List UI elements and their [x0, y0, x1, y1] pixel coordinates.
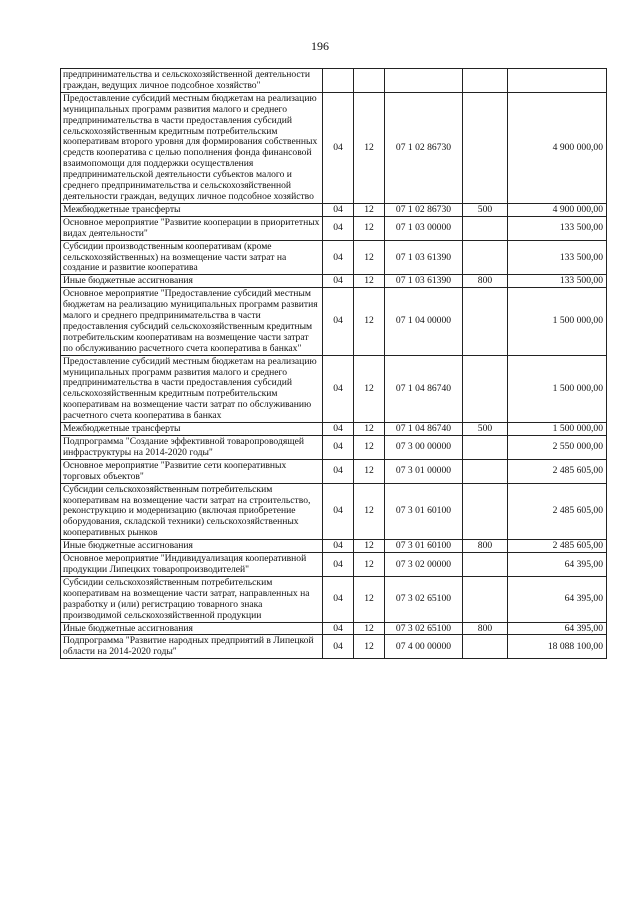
subsection-code-cell: 12	[354, 240, 385, 275]
expense-type-cell	[463, 436, 508, 460]
target-article-cell: 07 3 01 60100	[385, 540, 463, 553]
target-article-cell	[385, 69, 463, 93]
target-article-cell: 07 1 03 61390	[385, 275, 463, 288]
subsection-code-cell: 12	[354, 436, 385, 460]
target-article-cell: 07 4 00 00000	[385, 635, 463, 659]
subsection-code-cell: 12	[354, 288, 385, 355]
subsection-code-cell: 12	[354, 635, 385, 659]
table-row	[61, 288, 607, 355]
expense-type-cell: 800	[463, 275, 508, 288]
amount-cell: 64 395,00	[508, 553, 607, 577]
subsection-code-cell: 12	[354, 553, 385, 577]
amount-cell: 18 088 100,00	[508, 635, 607, 659]
row-name-cell: предпринимательства и сельскохозяйственной деятельности граждан, ведущих личное подсобное хозяйство"	[61, 69, 323, 93]
amount-cell: 2 485 605,00	[508, 540, 607, 553]
amount-cell: 133 500,00	[508, 216, 607, 240]
target-article-cell: 07 3 02 00000	[385, 553, 463, 577]
row-name-cell: Субсидии сельскохозяйственным потребительским кооперативам на возмещение части затрат на строительство, реконструкцию и модернизацию (включая приобретение оборудования, складской техники) сельскохозяйственных кооперативных рынков	[61, 483, 323, 540]
section-code-cell: 04	[323, 553, 354, 577]
amount-cell: 2 485 605,00	[508, 459, 607, 483]
table-row	[61, 459, 607, 483]
table-row	[61, 635, 607, 659]
row-name-cell: Субсидии производственным кооперативам (кроме сельскохозяйственных) на возмещение части затрат на создание и развитие кооператива	[61, 240, 323, 275]
subsection-code-cell: 12	[354, 92, 385, 203]
amount-cell: 1 500 000,00	[508, 288, 607, 355]
row-name-cell: Межбюджетные трансферты	[61, 203, 323, 216]
amount-cell: 1 500 000,00	[508, 355, 607, 422]
expense-type-cell	[463, 553, 508, 577]
section-code-cell: 04	[323, 483, 354, 540]
subsection-code-cell: 12	[354, 459, 385, 483]
expense-type-cell: 500	[463, 423, 508, 436]
subsection-code-cell	[354, 69, 385, 93]
table-row	[61, 622, 607, 635]
table-row	[61, 540, 607, 553]
row-name-cell: Подпрограмма "Развитие народных предприятий в Липецкой области на 2014-2020 годы"	[61, 635, 323, 659]
section-code-cell: 04	[323, 622, 354, 635]
table-row	[61, 92, 607, 203]
row-name-cell: Иные бюджетные ассигнования	[61, 540, 323, 553]
row-name-cell: Основное мероприятие "Развитие сети кооперативных торговых объектов"	[61, 459, 323, 483]
subsection-code-cell: 12	[354, 216, 385, 240]
table-row	[61, 69, 607, 93]
table-row	[61, 275, 607, 288]
target-article-cell: 07 3 02 65100	[385, 622, 463, 635]
section-code-cell: 04	[323, 275, 354, 288]
target-article-cell: 07 1 03 00000	[385, 216, 463, 240]
subsection-code-cell: 12	[354, 423, 385, 436]
expense-type-cell: 500	[463, 203, 508, 216]
expense-type-cell	[463, 216, 508, 240]
section-code-cell: 04	[323, 288, 354, 355]
target-article-cell: 07 1 02 86730	[385, 203, 463, 216]
amount-cell: 1 500 000,00	[508, 423, 607, 436]
target-article-cell: 07 3 00 00000	[385, 436, 463, 460]
expense-type-cell	[463, 355, 508, 422]
amount-cell: 133 500,00	[508, 240, 607, 275]
subsection-code-cell: 12	[354, 483, 385, 540]
amount-cell: 2 485 605,00	[508, 483, 607, 540]
expense-type-cell: 800	[463, 622, 508, 635]
row-name-cell: Иные бюджетные ассигнования	[61, 275, 323, 288]
amount-cell: 4 900 000,00	[508, 203, 607, 216]
expense-type-cell	[463, 69, 508, 93]
section-code-cell: 04	[323, 203, 354, 216]
amount-cell: 2 550 000,00	[508, 436, 607, 460]
table-row	[61, 483, 607, 540]
row-name-cell: Межбюджетные трансферты	[61, 423, 323, 436]
table-row	[61, 355, 607, 422]
table-row	[61, 240, 607, 275]
row-name-cell: Основное мероприятие "Развитие кооперации в приоритетных видах деятельности"	[61, 216, 323, 240]
budget-table	[60, 68, 607, 659]
subsection-code-cell: 12	[354, 355, 385, 422]
amount-cell	[508, 69, 607, 93]
section-code-cell: 04	[323, 436, 354, 460]
target-article-cell: 07 1 02 86730	[385, 92, 463, 203]
subsection-code-cell: 12	[354, 540, 385, 553]
section-code-cell: 04	[323, 540, 354, 553]
section-code-cell: 04	[323, 576, 354, 622]
subsection-code-cell: 12	[354, 576, 385, 622]
amount-cell: 64 395,00	[508, 622, 607, 635]
subsection-code-cell: 12	[354, 203, 385, 216]
row-name-cell: Основное мероприятие "Предоставление субсидий местным бюджетам на реализацию муниципальных программ развития малого и среднего предпринимательства в части предоставления субсидий сельскохозяйственным кредитным потребительским кооперативам на возмещение части затрат по обслуживанию расчетного счета кооператива в банках"	[61, 288, 323, 355]
target-article-cell: 07 1 04 86740	[385, 355, 463, 422]
row-name-cell: Подпрограмма "Создание эффективной товаропроводящей инфраструктуры на 2014-2020 годы"	[61, 436, 323, 460]
table-row	[61, 203, 607, 216]
table-row	[61, 576, 607, 622]
table-row	[61, 553, 607, 577]
target-article-cell: 07 1 03 61390	[385, 240, 463, 275]
section-code-cell: 04	[323, 216, 354, 240]
expense-type-cell	[463, 483, 508, 540]
amount-cell: 64 395,00	[508, 576, 607, 622]
target-article-cell: 07 3 01 00000	[385, 459, 463, 483]
page-number: 196	[311, 39, 329, 53]
section-code-cell: 04	[323, 635, 354, 659]
expense-type-cell	[463, 240, 508, 275]
table-row	[61, 423, 607, 436]
target-article-cell: 07 1 04 86740	[385, 423, 463, 436]
section-code-cell: 04	[323, 459, 354, 483]
expense-type-cell	[463, 635, 508, 659]
subsection-code-cell: 12	[354, 275, 385, 288]
row-name-cell: Предоставление субсидий местным бюджетам на реализацию муниципальных программ развития малого и среднего предпринимательства в части предоставления субсидий сельскохозяйственным кредитным потребительским кооперативам второго уровня для формирования собственных средств кооператива с целью пополнения фонда финансовой взаимопомощи для поддержки осуществления предпринимательской деятельности субъектов малого и среднего предпринимательства и сельскохозяйственной деятельности граждан, ведущих личное подсобное хозяйство	[61, 92, 323, 203]
row-name-cell: Основное мероприятие "Индивидуализация кооперативной продукции Липецких товаропроизводителей"	[61, 553, 323, 577]
target-article-cell: 07 3 02 65100	[385, 576, 463, 622]
section-code-cell: 04	[323, 240, 354, 275]
section-code-cell: 04	[323, 423, 354, 436]
expense-type-cell: 800	[463, 540, 508, 553]
subsection-code-cell: 12	[354, 622, 385, 635]
row-name-cell: Предоставление субсидий местным бюджетам на реализацию муниципальных программ развития малого и среднего предпринимательства в части предоставления субсидий сельскохозяйственным кредитным потребительским кооперативам на возмещение части затрат по обслуживанию расчетного счета кооператива в банках	[61, 355, 323, 422]
expense-type-cell	[463, 288, 508, 355]
row-name-cell: Субсидии сельскохозяйственным потребительским кооперативам на возмещение части затрат, направленных на разработку и (или) регистрацию товарного знака производимой сельскохозяйственной продукции	[61, 576, 323, 622]
expense-type-cell	[463, 576, 508, 622]
table-row	[61, 216, 607, 240]
section-code-cell	[323, 69, 354, 93]
target-article-cell: 07 3 01 60100	[385, 483, 463, 540]
expense-type-cell	[463, 92, 508, 203]
amount-cell: 133 500,00	[508, 275, 607, 288]
amount-cell: 4 900 000,00	[508, 92, 607, 203]
expense-type-cell	[463, 459, 508, 483]
section-code-cell: 04	[323, 355, 354, 422]
table-row	[61, 436, 607, 460]
target-article-cell: 07 1 04 00000	[385, 288, 463, 355]
row-name-cell: Иные бюджетные ассигнования	[61, 622, 323, 635]
section-code-cell: 04	[323, 92, 354, 203]
